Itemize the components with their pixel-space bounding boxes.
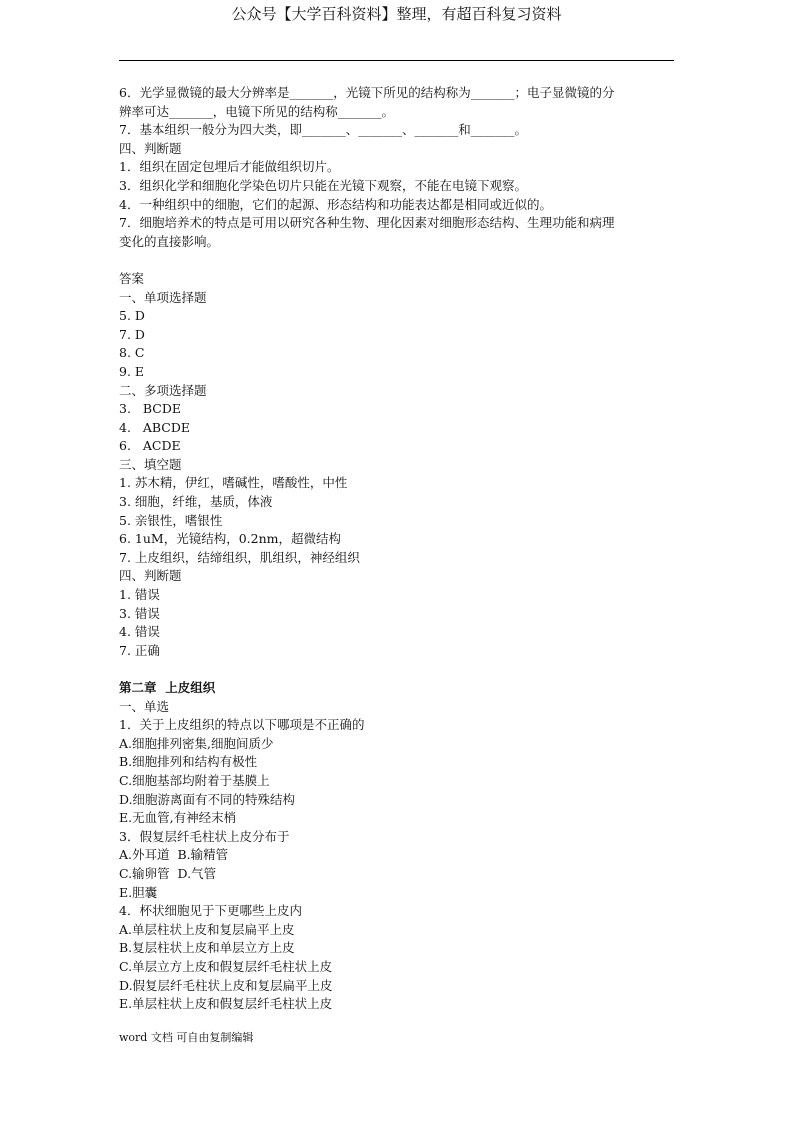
text-line: C.输卵管 D.气管 [119, 865, 217, 881]
text-line: 3．组织化学和细胞化学染色切片只能在光镜下观察，不能在电镜下观察。 [119, 177, 527, 193]
text-line: B.细胞排列和结构有极性 [119, 754, 258, 770]
text-line: C.单层立方上皮和假复层纤毛柱状上皮 [119, 958, 333, 974]
text-line: 9. E [119, 363, 145, 379]
text-line: 6．光学显微镜的最大分辨率是_______，光镜下所见的结构称为_______；电子显微镜的分 [119, 85, 615, 100]
text-line: 7. D [119, 326, 145, 342]
text-line: 三、填空题 [119, 456, 182, 472]
text-line: A.细胞排列密集,细胞间质少 [119, 735, 274, 751]
text-line: 1. 错误 [119, 587, 160, 603]
text-line: 6. ACDE [119, 438, 181, 454]
text-line: A.外耳道 B.输精管 [119, 847, 229, 863]
chapter-questions [119, 698, 679, 1014]
text-line: 4. 错误 [119, 624, 160, 640]
document-body [119, 84, 679, 1014]
text-line: 二、多项选择题 [119, 382, 207, 398]
text-line: E.无血管,有神经末梢 [119, 810, 237, 826]
text-line: 7．基本组织一般分为四大类，即_______、_______、_______和_______。 [119, 122, 527, 138]
text-line: E.单层柱状上皮和假复层纤毛柱状上皮 [119, 996, 333, 1012]
text-line: 4．杯状细胞见于下更哪些上皮内 [119, 903, 302, 919]
text-line [119, 660, 679, 679]
text-line: 7. 上皮组织，结缔组织，肌组织，神经组织 [119, 549, 360, 565]
text-line: 3. BCDE [119, 401, 181, 417]
page-footer: word 文档 可自由复制编辑 [119, 1031, 254, 1044]
text-line: 辨率可达_______，电镜下所见的结构称_______。 [119, 103, 395, 119]
question-answer-section [119, 84, 679, 679]
text-line: 3. 错误 [119, 605, 160, 621]
text-line: B.复层柱状上皮和单层立方上皮 [119, 940, 295, 956]
text-line: A.单层柱状上皮和复层扁平上皮 [119, 921, 295, 937]
text-line: 四、判断题 [119, 140, 182, 156]
text-line: 四、判断题 [119, 568, 182, 584]
text-line: 一、单选 [119, 698, 170, 714]
text-line: 3. 细胞，纤维，基质，体液 [119, 494, 273, 510]
text-line: 8. C [119, 345, 145, 361]
text-line: 1．组织在固定包埋后才能做组织切片。 [119, 159, 340, 175]
text-line: 5. D [119, 308, 145, 324]
text-line: 4．一种组织中的细胞，它们的起源、形态结构和功能表达都是相同或近似的。 [119, 196, 552, 212]
text-line: C.细胞基部均附着于基膜上 [119, 772, 270, 788]
text-line: E.胆囊 [119, 884, 158, 900]
text-line [119, 251, 679, 270]
text-line: 4. ABCDE [119, 419, 191, 435]
text-line: 5. 亲银性，嗜银性 [119, 512, 223, 528]
header-divider [119, 60, 674, 61]
text-line: D.假复层纤毛柱状上皮和复层扁平上皮 [119, 977, 333, 993]
text-line: 一、单项选择题 [119, 289, 207, 305]
text-line: D.细胞游离面有不同的特殊结构 [119, 791, 296, 807]
text-line: 7．细胞培养术的特点是可用以研究各种生物、理化因素对细胞形态结构、生理功能和病理 [119, 215, 615, 231]
text-line: 答案 [119, 270, 145, 286]
text-line: 6. 1uM，光镜结构，0.2nm，超微结构 [119, 531, 341, 547]
text-line: 变化的直接影响。 [119, 233, 220, 249]
text-line: 7. 正确 [119, 642, 160, 658]
page-header: 公众号【大学百科资料】整理，有超百科复习资料 [231, 5, 562, 23]
chapter-title: 第二章 上皮组织 [119, 680, 216, 695]
text-line: 1. 苏木精，伊红，嗜碱性，嗜酸性，中性 [119, 475, 348, 491]
text-line: 3．假复层纤毛柱状上皮分布于 [119, 828, 290, 844]
text-line: 1．关于上皮组织的特点以下哪项是不正确的 [119, 717, 365, 733]
